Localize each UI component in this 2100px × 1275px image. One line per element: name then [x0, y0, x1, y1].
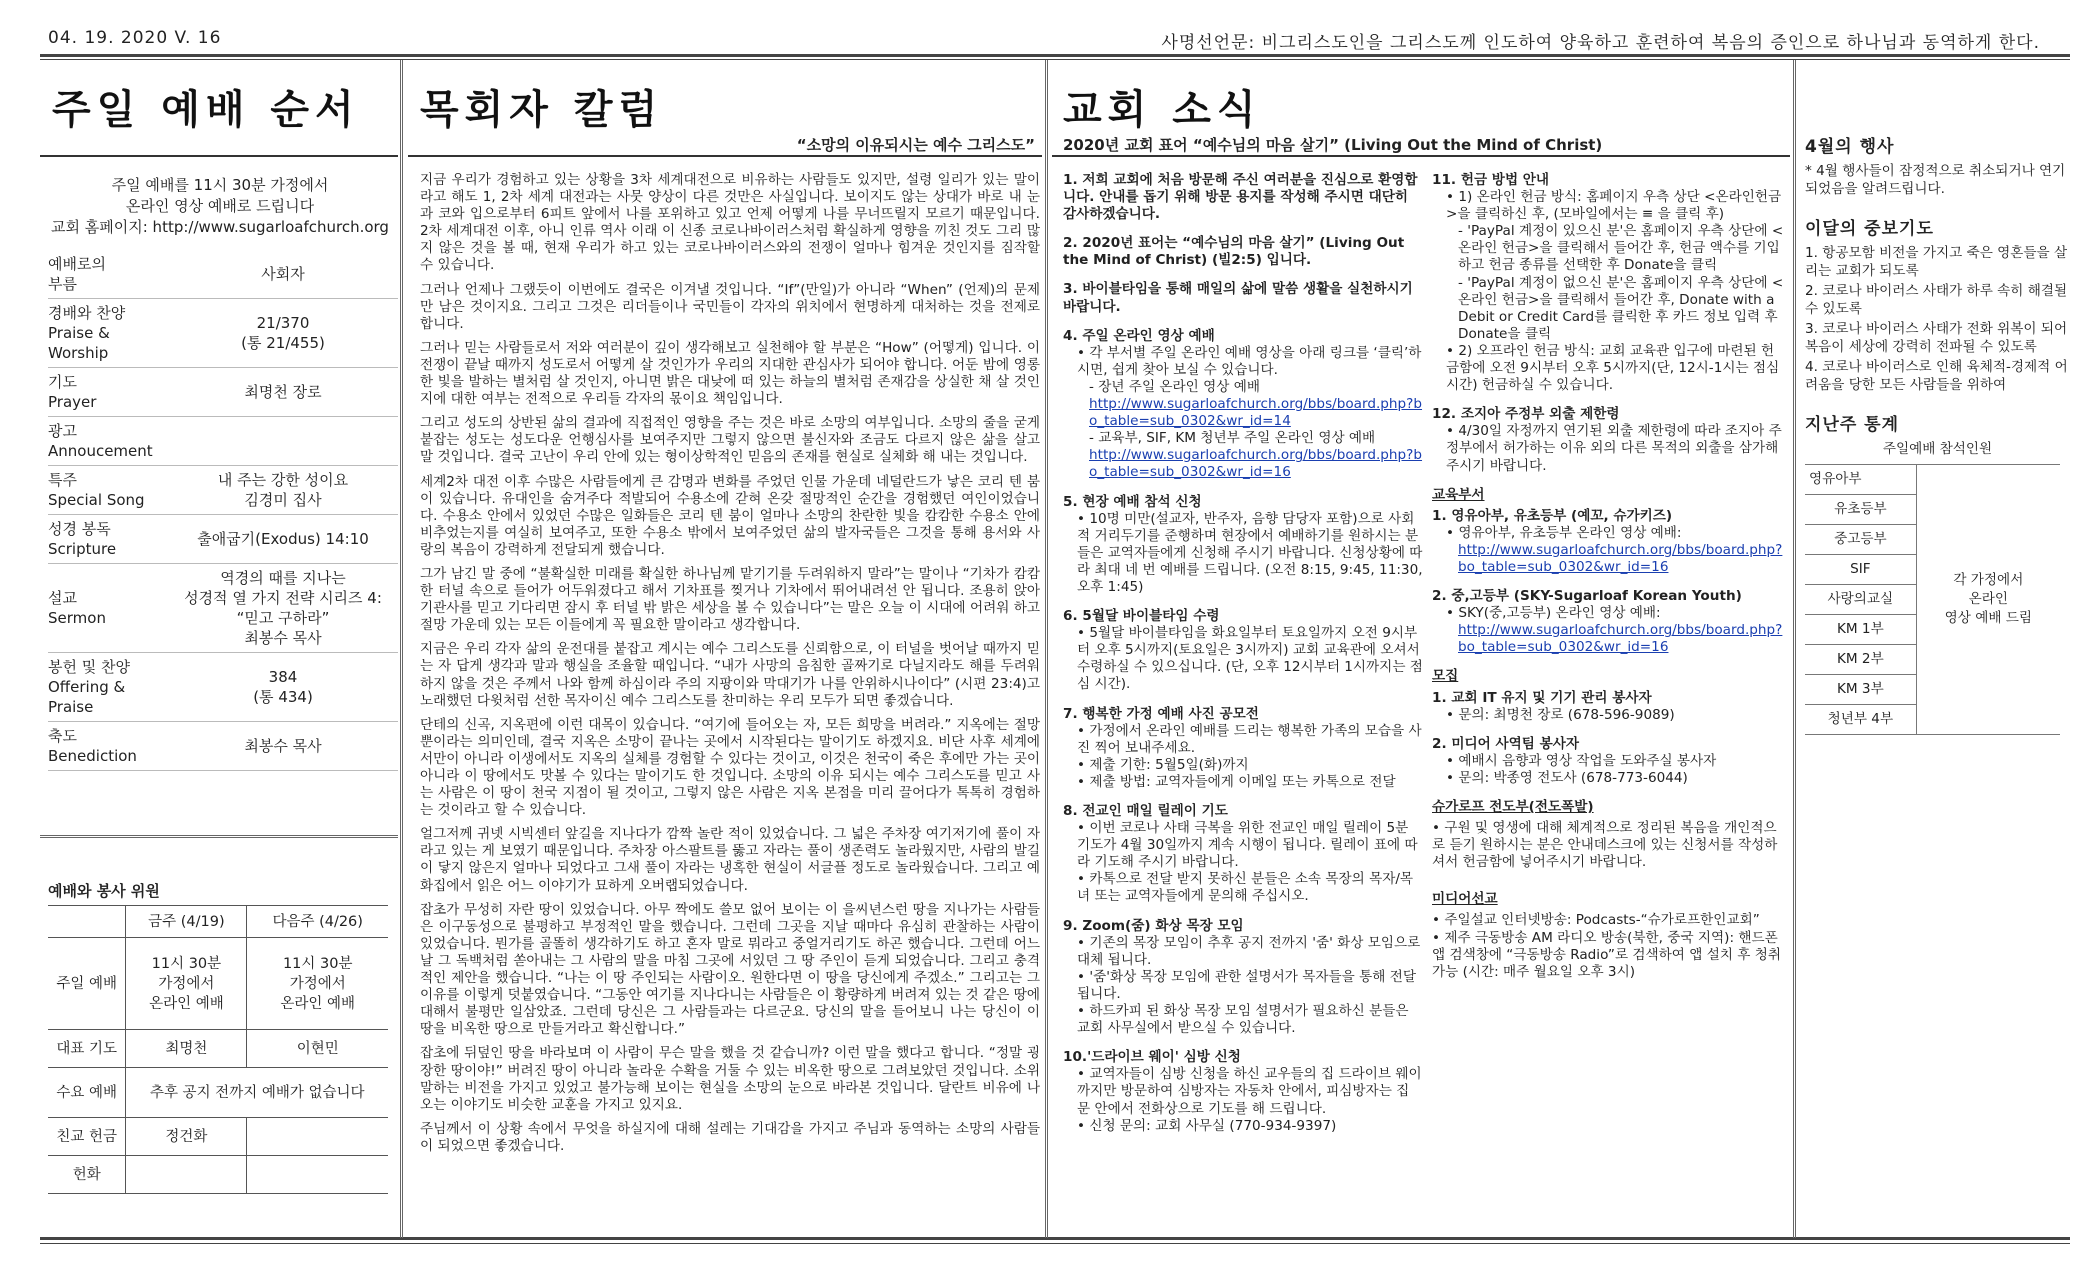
staff-role: 주일 예배	[48, 938, 126, 1030]
column-body	[420, 172, 1040, 1162]
prayer-title: 이달의 중보기도	[1805, 219, 1934, 239]
news-item	[1063, 235, 1423, 269]
prayer-item: 3. 코로나 바이러스 사태가 전화 위복이 되어 복음이 세상에 강력히 전파될 수 있도록	[1805, 321, 2068, 355]
order-row	[48, 722, 398, 771]
order-row	[48, 466, 398, 515]
news-item-title: 4. 주일 온라인 영상 예배	[1063, 327, 1215, 344]
news-item-line: • 각 부서별 주일 온라인 예배 영상을 아래 링크를 ‘클릭’하시면, 쉽게 찾아 보실 수 있습니다.	[1077, 344, 1422, 378]
events-title: 4월의 행사	[1805, 137, 1895, 157]
top-bar	[40, 24, 2060, 58]
stats-header: 주일예배 참석인원	[1882, 441, 1993, 457]
news-item	[1063, 918, 1423, 1038]
column-paragraph: 잡초가 무성히 자란 땅이 있었습니다. 아무 짝에도 쓸모 없어 보이는 이 을씨년스런 땅을 지나가는 사람들은 이구동성으로 불평하고 부정적인 말을 했습니다. 그런데 그곳을 지날 때마다 유심히 관찰하는 사람이 있었습니다. 뭔가를 골똘히 생각하기도 하고 혼자 말로 뭐라고 중얼거리기도 하곤 했습니다. 그런데 어느날 그 독백처럼 쏟아내는 그 사람의 말을 마침 그곳에 서있던 그 땅 주인이 듣게 되었습니다. 그리고 충격적인 제안을 했습니다. “나는 이 땅 주인되는 사람이오. 원한다면 이 땅을 당신에게 주겠소.” 그리고는 그 이유를 이렇게 덧붙였습니다. “그동안 여기를 지나다니는 사람들은 이 황량하게 버려져 있는 것 같은 땅에 대해서 불평만 일삼았죠. 그런데 당신은 그 사람들과는 다르군요. 당신의 말을 들어보니 나는 당신이 이 땅을 비옥한 땅으로 만들거라고 확신합니다.”	[420, 901, 1040, 1038]
staff-cell: 추후 공지 전까지 예배가 없습니다	[126, 1068, 388, 1118]
news-item-title: 6. 5월달 바이블타임 수령	[1063, 608, 1220, 625]
news-link[interactable]: http://www.sugarloafchurch.org/bbs/board.php?bo_table=sub_0302&wr_id=16	[1458, 541, 1783, 575]
column-divider	[1045, 60, 1049, 1238]
news-item-line: • SKY(중,고등부) 온라인 영상 예배:	[1446, 605, 1661, 622]
worship-order-title: 주일 예배 순서	[52, 87, 360, 133]
column-paragraph: 지금은 우리 각자 삶의 운전대를 붙잡고 계시는 예수 그리스도를 신뢰함으로, 이 터널을 벗어날 때까지 믿는 자 답게 생각과 말과 행실을 조율할 때입니다. “내가 사망의 음침한 골짜기로 다닐지라도 해를 두려워하지 않을 것은 주께서 나와 함께 하심이라 주의 지팡이와 막대기가 나를 안위하시나이다” (시편 23:4)고 노래했던 다윗처럼 선한 목자이신 예수 그리스도를 찬미하는 우리 모두가 되면 좋겠습니다.	[420, 641, 1040, 709]
edu-title: 교육부서	[1432, 486, 1485, 503]
prayer-list	[1805, 244, 2070, 394]
news-item-line: • 하드카피 된 화상 목장 모임 설명서가 필요하신 분들은 교회 사무실에서 받으실 수 있습니다.	[1077, 1003, 1409, 1037]
order-label: 경배와 찬양 Praise & Worship	[48, 304, 126, 362]
sidebar	[1805, 138, 2070, 757]
column-subtitle: “소망의 이유되시는 예수 그리스도”	[796, 136, 1035, 154]
stats-table	[1805, 464, 2060, 735]
column-divider	[1793, 60, 1797, 1238]
news-item-line: - 장년 주일 온라인 영상 예배	[1089, 378, 1260, 395]
bottom-rule	[40, 1237, 2070, 1240]
column-paragraph: 그가 남긴 말 중에 “불확실한 미래를 확실한 하나님께 맡기기를 두려워하지 말라”는 말이나 “기차가 캄캄한 터널 속으로 들어가 어두워졌다고 해서 기차표를 찢거나 기차에서 뛰어내려선 안 됩니다. 조용히 앉아 기관사를 믿고 기다리면 잠시 후 터널 밖 밝은 세상을 볼 수 있습니다”는 말은 오늘 이 시대에 어려워 하고 절망 가운데 있는 모든 이들에게 꼭 필요한 말이라고 생각합니다.	[420, 565, 1040, 634]
order-value: 역경의 때를 지나는 성경적 열 가지 전략 시리즈 4: “믿고 구하라” 최봉수 목사	[184, 569, 382, 647]
news-link[interactable]: http://www.sugarloafchurch.org/bbs/board.php?bo_table=sub_0302&wr_id=14	[1089, 396, 1423, 430]
staff-cell	[247, 1118, 388, 1156]
news-item-title: 3. 바이블타임을 통해 매일의 삶에 말씀 생활을 실천하시기 바랍니다.	[1063, 281, 1413, 315]
order-label: 예배로의 부름	[48, 255, 106, 293]
news-item	[1063, 706, 1423, 791]
column-paragraph: 그러나 믿는 사람들로서 저와 여러분이 깊이 생각해보고 실천해야 할 부분은 “How” (어떻게) 입니다. 이 전쟁이 끝날 때까지 성도로서 어떻게 살 것인가가 우리의 지대한 관심사가 되어야 합니다. 어둔 밤에 영롱한 빛을 발하는 별처럼 살 것인지, 아니면 밝은 대낮에 떠 있는 하늘의 별처럼 존재감을 상실한 채 살 것인지에 대한 여부는 전적으로 우리들 각자의 몫이요 책임입니다.	[420, 339, 1040, 408]
order-value: 최명천 장로	[244, 383, 322, 401]
worship-order-list	[48, 250, 398, 771]
news-item-title: 1. 저희 교회에 처음 방문해 주신 여러분을 진심으로 환영합니다. 안내를 돕기 위해 방문 용지를 작성해 주시면 대단히 감사하겠습니다.	[1063, 172, 1418, 223]
prayer-item: 2. 코로나 바이러스 사태가 하루 속히 해결될 수 있도록	[1805, 283, 2068, 317]
order-value: 384 (통 434)	[253, 668, 313, 706]
top-rule-thin	[40, 59, 2070, 60]
news-item-line: • 신청 문의: 교회 사무실 (770-934-9397)	[1077, 1117, 1337, 1134]
order-label: 특주 Special Song	[48, 471, 145, 509]
news-right-column	[1432, 172, 1787, 981]
news-item-line: - 'PayPal 계정이 있으신 분'은 홈페이지 우측 상단에 <온라인 헌금>을 클릭해서 들어간 후, 헌금 액수를 기입하고 헌금 종류를 선택한 후 Donate을 클릭	[1458, 223, 1784, 274]
order-label: 성경 봉독 Scripture	[48, 520, 117, 558]
news-item-line: • 카톡으로 전달 받지 못하신 분들은 소속 목장의 목자/목녀 또는 교역자들에게 문의해 주십시오.	[1077, 871, 1414, 905]
staff-role: 대표 기도	[48, 1030, 126, 1068]
news-item	[1063, 494, 1423, 597]
events-block	[1805, 138, 2070, 198]
column-paragraph: 그러나 언제나 그랬듯이 이번에도 결국은 이겨낼 것입니다. “If”(만일)가 아니라 “When” (언제)의 문제만 남은 것이지요. 그리고 그것은 리더들이나 국민들이 각자의 위치에서 현명하게 대처하는 것을 전제로 합니다.	[420, 281, 1040, 332]
news-item-title: 7. 행복한 가정 예배 사진 공모전	[1063, 705, 1259, 722]
staff-cell	[247, 1156, 388, 1194]
order-label: 설교 Sermon	[48, 589, 106, 627]
order-row	[48, 564, 398, 653]
news-item-line: • 2) 오프라인 헌금 방식: 교회 교육관 입구에 마련된 헌금함에 오전 9시부터 오후 5시까지(단, 12시-1시는 점심시간) 헌금하실 수 있습니다.	[1446, 342, 1780, 394]
news-item-title: 2. 2020년 표어는 “예수님의 마음 살기” (Living Out the Mind of Christ) (빌2:5) 입니다.	[1063, 235, 1405, 269]
order-row	[48, 299, 398, 368]
stats-label: 영유아부	[1805, 465, 1916, 495]
order-row	[48, 515, 398, 564]
stats-label: SIF	[1805, 555, 1916, 585]
news-item-title: 11. 헌금 방법 안내	[1432, 172, 1550, 188]
order-value: 내 주는 강한 성이요 김경미 집사	[217, 471, 349, 509]
staff-cell: 11시 30분 가정에서 온라인 예배	[126, 938, 247, 1030]
stats-label: KM 1부	[1805, 615, 1916, 645]
worship-notice	[40, 175, 400, 238]
news-item	[1063, 608, 1423, 693]
section-rule	[40, 155, 398, 157]
stats-label: 사랑의교실	[1805, 585, 1916, 615]
top-rule	[40, 54, 2070, 57]
stats-note: 각 가정에서 온라인 영상 예배 드림	[1916, 465, 2060, 735]
staff-cell	[126, 1156, 247, 1194]
news-item-title: 1. 교회 IT 유지 및 기기 관리 봉사자	[1432, 689, 1652, 706]
news-item-line: • 문의: 박종영 전도사 (678-773-6044)	[1446, 769, 1688, 786]
evangel-line: • 구원 및 영생에 대해 체계적으로 정리된 복음을 개인적으로 듣기 원하시는 분은 안내데스크에 있는 신청서를 작성하셔서 헌금함에 넣어주시기 바랍니다.	[1432, 820, 1778, 871]
news-item	[1063, 328, 1423, 482]
evangel-title: 슈가로프 전도부(전도폭발)	[1432, 799, 1594, 815]
news-item-line: • 제출 방법: 교역자들에게 이메일 또는 카톡으로 전달	[1077, 773, 1396, 790]
news-item-line: • 10명 미만(설교자, 반주자, 음향 담당자 포함)으로 사회적 거리두기를 준행하며 현장에서 예배하기를 원하시는 분들은 교역자들에게 신청해 주시기 바랍니다. 신청상황에 따라 최대 네 번 예배를 드립니다. (오전 8:15, 9:45, 11:30, 오후 1:45)	[1077, 510, 1423, 595]
news-item-title: 8. 전교인 매일 릴레이 기도	[1063, 803, 1228, 819]
order-row	[48, 653, 398, 722]
order-value: 사회자	[261, 265, 305, 283]
news-item	[1432, 736, 1787, 787]
news-item-line: • 교역자들이 심방 신청을 하신 교우들의 집 드라이브 웨이까지만 방문하여 심방자는 자동차 안에서, 피심방자는 집 문 안에서 전화상으로 기도를 해 드립니다.	[1077, 1066, 1422, 1117]
order-label: 축도 Benediction	[48, 727, 137, 765]
column-paragraph: 지금 우리가 경험하고 있는 상황을 3차 세계대전으로 비유하는 사람들도 있지만, 설령 일리가 있는 말이라고 해도 1, 2차 세계 대전과는 사뭇 양상이 다른 것만은 사실입니다. 보이지도 않는 상대가 바로 내 눈과 코와 입으로부터 6피트 앞에서 나를 포위하고 있고 언제 어떻게 나를 무너뜨릴지 모르기 때문입니다. 2차 세계대전 이후, 아니 인류 역사 이래 이 신종 코로나바이러스처럼 확실하게 영향을 끼친 것도 그리 많지 않은 것을 볼 때, 현재 우리가 하고 있는 코로나바이러스와의 전쟁이 얼마나 힘겨운 것인지를 짐작할 수 있습니다.	[420, 172, 1040, 274]
staff-role: 헌화	[48, 1156, 126, 1194]
news-item-line: • 예배시 음향과 영상 작업을 도와주실 봉사자	[1446, 752, 1717, 769]
news-item-line: • '줌'화상 목장 모임에 관한 설명서가 목자들을 통해 전달 됩니다.	[1077, 968, 1416, 1002]
news-item-line: • 1) 온라인 헌금 방식: 홈페이지 우측 상단 <온라인헌금>을 클릭하신 후, (모바일에서는 ≡ 을 클릭 후)	[1446, 189, 1782, 223]
news-item	[1063, 172, 1423, 223]
order-value: 최봉수 목사	[244, 737, 322, 755]
news-item	[1063, 281, 1423, 315]
section-rule	[1052, 155, 1790, 157]
staff-header: 다음주 (4/26)	[247, 906, 388, 938]
prayer-item: 1. 항공모함 비전을 가지고 죽은 영혼들을 살리는 교회가 되도록	[1805, 245, 2068, 279]
news-item-line: • 문의: 최명천 장로 (678-596-9089)	[1446, 706, 1675, 723]
prayer-item: 4. 코로나 바이러스로 인해 육체적-경제적 어려움을 당한 모든 사람들을 위하여	[1805, 359, 2068, 393]
staff-role: 친교 헌금	[48, 1118, 126, 1156]
news-item	[1432, 588, 1787, 656]
order-label: 광고 Annoucement	[48, 422, 153, 460]
column-paragraph: 주님께서 이 상황 속에서 무엇을 하실지에 대해 설레는 기대감을 가지고 주님과 동역하는 소망의 사람들이 되었으면 좋겠습니다.	[420, 1120, 1040, 1154]
notice-line: 교회 홈페이지: http://www.sugarloafchurch.org	[51, 218, 389, 236]
news-item-title: 2. 미디어 사역팀 봉사자	[1432, 735, 1580, 752]
church-motto: 2020년 교회 표어 “예수님의 마음 살기” (Living Out the Mind of Christ)	[1063, 136, 1603, 154]
mission-statement: 사명선언문: 비그리스도인을 그리스도께 인도하여 양육하고 훈련하여 복음의 증인으로 하나님과 동역하게 한다.	[1161, 33, 2040, 53]
order-row	[48, 250, 398, 299]
date-volume: 04. 19. 2020 V. 16	[48, 28, 222, 48]
news-item-line: • 가정에서 온라인 예배를 드리는 행복한 가족의 모습을 사진 찍어 보내주세요.	[1077, 722, 1422, 756]
news-item	[1432, 406, 1787, 474]
staff-cell: 최명천	[126, 1030, 247, 1068]
staff-header: 금주 (4/19)	[126, 906, 247, 938]
staff-cell: 이현민	[247, 1030, 388, 1068]
bottom-rule-thin	[40, 1243, 2070, 1244]
stats-label: 중고등부	[1805, 525, 1916, 555]
news-link[interactable]: http://www.sugarloafchurch.org/bbs/board.php?bo_table=sub_0302&wr_id=16	[1089, 447, 1423, 481]
pastor-column-title: 목회자 칼럼	[420, 87, 664, 133]
news-left-column	[1063, 172, 1423, 1147]
stats-label: KM 3부	[1805, 675, 1916, 705]
news-item-title: 1. 영유아부, 유초등부 (예꼬, 슈가키즈)	[1432, 507, 1673, 524]
column-paragraph: 그리고 성도의 상반된 삶의 결과에 직접적인 영향을 주는 것은 바로 소망의 여부입니다. 소망의 줄을 굳게 붙잡는 성도는 성도다운 언행심사를 보여주지만 그렇지 않으면 불신자와 조금도 다르지 않은 삶을 살고 말 것입니다. 결국 고난이 우리 안에 있는 형이상학적인 믿음의 존재를 현실로 실체화 해 내는 것입니다.	[420, 415, 1041, 466]
order-label: 기도 Prayer	[48, 373, 97, 411]
prayer-block	[1805, 220, 2070, 394]
news-link[interactable]: http://www.sugarloafchurch.org/bbs/board.php?bo_table=sub_0302&wr_id=16	[1458, 622, 1783, 656]
staff-title: 예배와 봉사 위원	[48, 882, 160, 900]
column-paragraph: 얼그저께 귀넷 시빅센터 앞길을 지나다가 깜짝 놀란 적이 있었습니다. 그 넓은 주차장 여기저기에 풀이 자라고 있는 게 보였기 때문입니다. 주차장 아스팔트를 뚫고 자라는 풀이 생존력도 놀라웠지만, 사람의 발길이 닿지 않은지 얼마나 되었다고 그새 풀이 자라는 냉혹한 현실이 서글플 정도로 놀라웠습니다. 그리고 예화집에서 읽은 어느 이야기가 묘하게 오버랩되었습니다.	[420, 826, 1040, 894]
news-item-title: 12. 조지아 주정부 외출 제한령	[1432, 406, 1620, 423]
news-item-line: • 이번 코로나 사태 극복을 위한 전교인 매일 릴레이 5분 기도가 4월 30일까지 계속 시행이 됩니다. 릴레이 표에 따라 기도해 주시기 바랍니다.	[1077, 820, 1418, 871]
order-label: 봉헌 및 찬양 Offering & Praise	[48, 658, 130, 716]
staff-table	[48, 905, 388, 1194]
staff-cell: 정건화	[126, 1118, 247, 1156]
news-item	[1063, 1049, 1423, 1134]
section-rule	[40, 835, 398, 838]
news-item	[1432, 172, 1787, 394]
section-rule	[408, 155, 1042, 157]
order-row	[48, 417, 398, 466]
stats-label: KM 2부	[1805, 645, 1916, 675]
column-paragraph: 잡초에 뒤덮인 땅을 바라보며 이 사람이 무슨 말을 했을 것 같습니까? 이런 말을 했다고 합니다. “정말 굉장한 땅이야!” 버려진 땅이 아니라 놀라운 수확을 거둘 수 있는 비옥한 땅으로 그려보았던 것입니다. 소위 말하는 비전을 가지고 있었고 불가능해 보이는 현실을 소망의 눈으로 바라본 것입니다. 달란트 비유에 나오는 이야기도 비슷한 교훈을 가지고 있지요.	[420, 1045, 1040, 1113]
news-item-line: • 영유아부, 유초등부 온라인 영상 예배:	[1446, 524, 1682, 541]
media-title: 미디어선교	[1432, 891, 1498, 908]
media-line: • 주일설교 인터넷방송: Podcasts-“슈가로프한인교회”	[1432, 912, 1760, 929]
column-paragraph: 세계2차 대전 이후 수많은 사람들에게 큰 감명과 변화를 주었던 인물 가운데 네덜란드가 낳은 코리 텐 붐이 있습니다. 유대인을 숨겨주다 적발되어 수용소에 갇혀 온갖 절망적인 순간을 경험했던 여인이었습니다. 수용소 안에서 있었던 수많은 일화들은 코리 텐 붐이 얼마나 소망의 찬란한 빛을 캄캄한 수용소 안에 비추었는지를 여실히 보여주고, 또한 수용소 밖에서 보여주었던 삶의 발자국들은 그것을 통해 용서와 사랑의 복음이 강력하게 전달되게 했습니다.	[420, 473, 1040, 558]
news-item-title: 2. 중,고등부 (SKY-Sugarloaf Korean Youth)	[1432, 588, 1742, 605]
stats-block	[1805, 416, 2070, 735]
news-item-line: • 4/30일 자정까지 연기된 외출 제한령에 따라 조지아 주정부에서 허가하는 이유 외의 다른 목적의 외출을 삼가해 주시기 바랍니다.	[1446, 423, 1782, 474]
order-value: 출애굽기(Exodus) 14:10	[197, 530, 369, 548]
staff-cell: 11시 30분 가정에서 온라인 예배	[247, 938, 388, 1030]
stats-label: 유초등부	[1805, 495, 1916, 525]
order-row	[48, 368, 398, 417]
column-paragraph: 단테의 신곡, 지옥편에 이런 대목이 있습니다. “여기에 들어오는 자, 모든 희망을 버려라.” 지옥에는 절망 뿐이라는 의미인데, 결국 지옥은 소망이 끝나는 곳에서 시작된다는 말이기도 하겠지요. 비단 사후 세계에서만이 아니라 이생에서도 지옥의 실체를 경험할 수 있다는 것이고, 이것은 천국이 죽은 후에만 가는 곳이 아니라 이 땅에서도 맛볼 수 있다는 말이기도 한 것입니다. 소망의 이유 되시는 예수 그리스도를 믿고 사는 사람은 이 땅이 천국 지점이 될 것이고, 그렇지 않은 사람은 지옥 본점을 미리 끌어다가 톡톡히 경험하는 것이라고 할 수 있습니다.	[420, 716, 1040, 819]
news-item-title: 10.'드라이브 웨이' 심방 신청	[1063, 1049, 1241, 1066]
media-line: • 제주 극동방송 AM 라디오 방송(북한, 중국 지역): 핸드폰 앱 검색창에 “극동방송 Radio”로 검색하여 앱 설치 후 청취 가능 (시간: 매주 월요일 오후 3시)	[1432, 929, 1781, 980]
stats-label: 청년부 4부	[1805, 705, 1916, 735]
news-item	[1063, 803, 1423, 906]
notice-line: 온라인 영상 예배로 드립니다	[125, 197, 315, 215]
column-divider	[400, 60, 404, 1238]
news-item-line: - 교육부, SIF, KM 청년부 주일 온라인 영상 예배	[1089, 430, 1376, 447]
events-body: * 4월 행사들이 잠정적으로 취소되거나 연기되었음을 알려드립니다.	[1805, 163, 2066, 197]
staff-header	[48, 906, 126, 938]
news-item	[1432, 690, 1787, 724]
church-news-title: 교회 소식	[1063, 87, 1262, 133]
notice-line: 주일 예배를 11시 30분 가정에서	[111, 176, 329, 194]
staff-role: 수요 예배	[48, 1068, 126, 1118]
news-item-line: - 'PayPal 계정이 없으신 분'은 홈페이지 우측 상단에 <온라인 헌금>을 클릭해서 들어간 후, Donate with a Debit or Credit Card를 클릭한 후 카드 정보 입력 후 Donate을 클릭	[1458, 274, 1784, 342]
news-item	[1432, 508, 1787, 576]
stats-title: 지난주 통계	[1805, 415, 1900, 435]
recruit-title: 모집	[1432, 668, 1459, 685]
news-item-line: • 제출 기한: 5월5일(화)까지	[1077, 756, 1249, 773]
news-item-line: • 5월달 바이블타임을 화요일부터 토요일까지 오전 9시부터 오후 5시까지(토요일은 3시까지) 교회 교육관에 오셔서 수령하실 수 있으십니다. (단, 오후 12시부터 1시까지는 점심 시간).	[1077, 625, 1423, 693]
order-value: 21/370 (통 21/455)	[241, 314, 325, 352]
news-item-title: 9. Zoom(줌) 화상 목장 모임	[1063, 917, 1244, 934]
news-item-title: 5. 현장 예배 참석 신청	[1063, 493, 1202, 510]
news-item-line: • 기존의 목장 모임이 추후 공지 전까지 '줌' 화상 모임으로 대체 됩니다.	[1077, 934, 1421, 968]
